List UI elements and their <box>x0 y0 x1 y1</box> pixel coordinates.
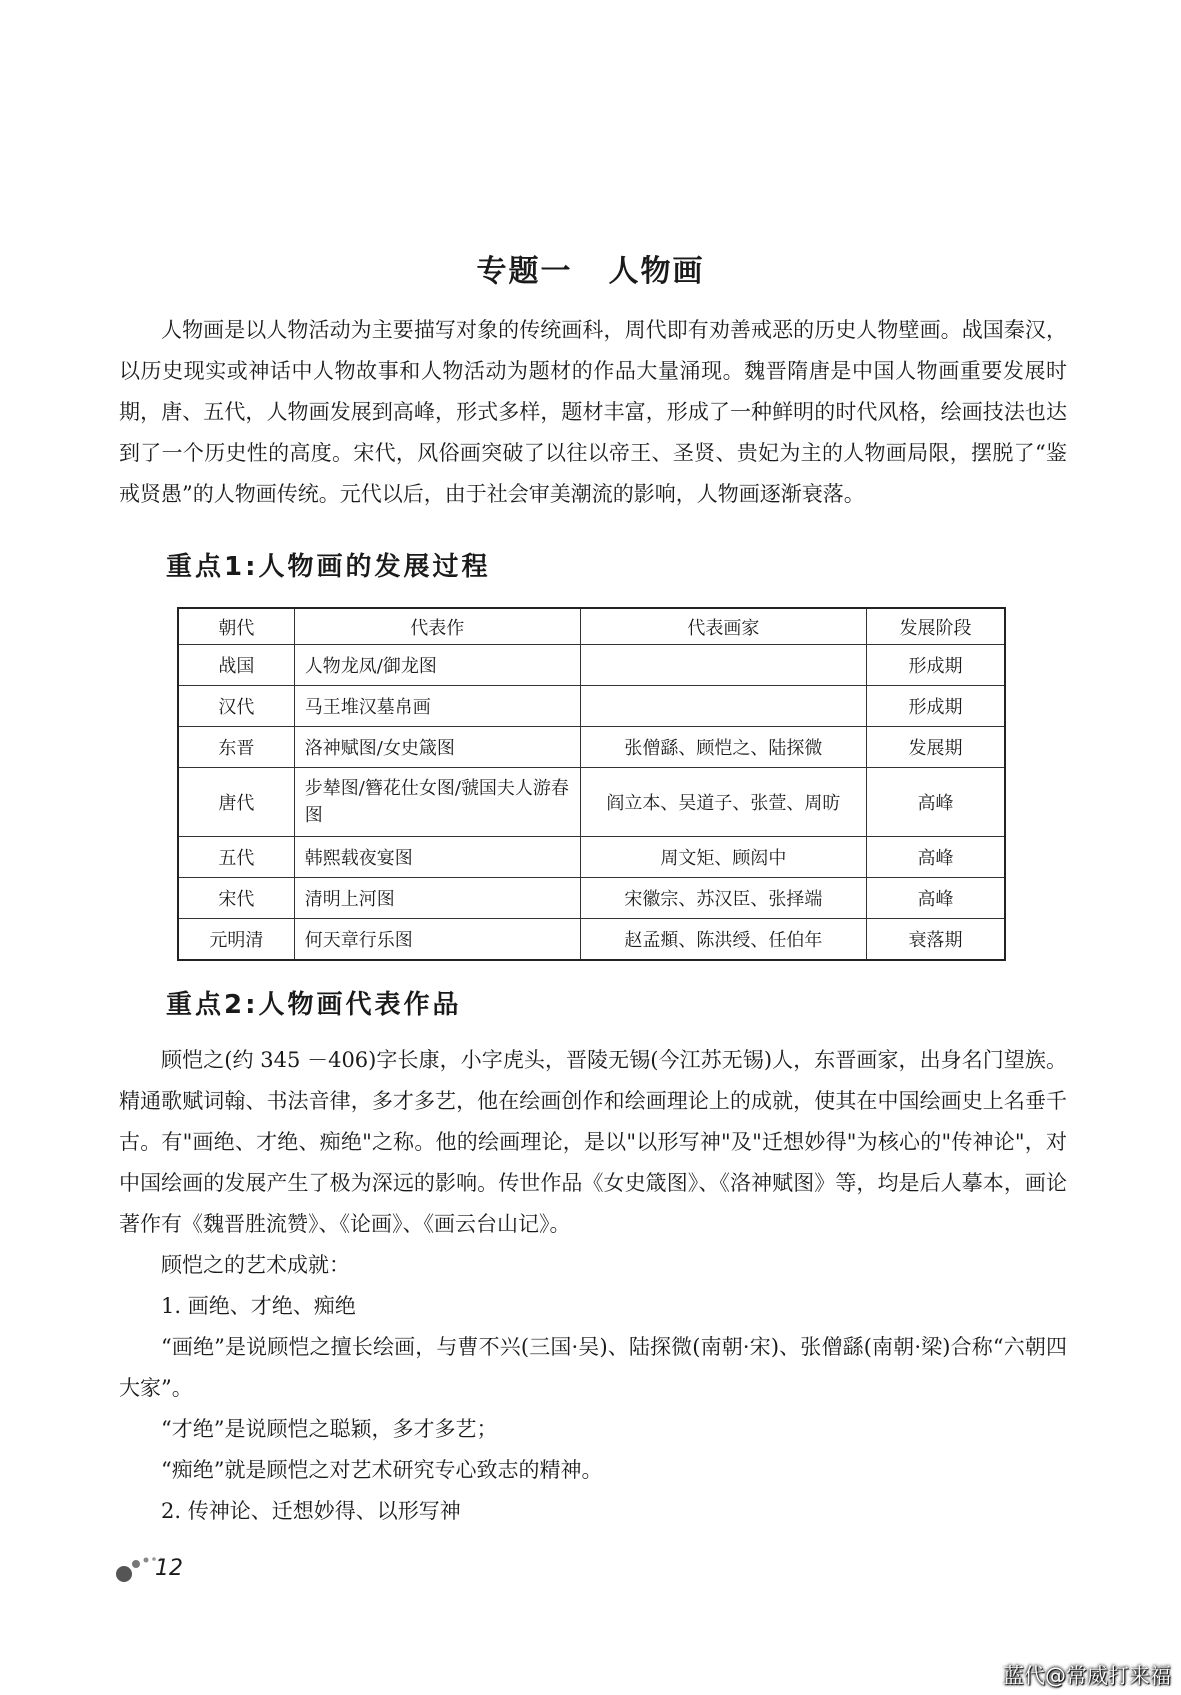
cell-painters: 周文矩、顾闳中 <box>580 837 866 878</box>
cell-work: 韩熙载夜宴图 <box>294 837 580 878</box>
cell-stage: 衰落期 <box>867 919 1005 961</box>
header-work: 代表作 <box>294 608 580 645</box>
header-painters: 代表画家 <box>580 608 866 645</box>
title-part1: 专题一 <box>476 254 573 289</box>
cell-stage: 发展期 <box>867 727 1005 768</box>
page-title <box>0 246 1181 290</box>
intro-paragraph: 人物画是以人物活动为主要描写对象的传统画科，周代即有劝善戒恶的历史人物壁画。战国秦汉，以历史现实或神话中人物故事和人物活动为题材的作品大量涌现。魏晋隋唐是中国人物画重要发展时期，唐、五代，人物画发展到高峰，形式多样，题材丰富，形成了一种鲜明的时代风格，绘画技法也达到了一个历史性的高度。宋代，风俗画突破了以往以帝王、圣贤、贵妃为主的人物画局限，摆脱了“鉴戒贤愚”的人物画传统。元代以后，由于社会审美潮流的影响，人物画逐渐衰落。 <box>119 318 1067 506</box>
cell-painters: 阎立本、吴道子、张萱、周昉 <box>580 768 866 837</box>
table-row <box>178 919 1005 961</box>
title-part2: 人物画 <box>608 254 705 289</box>
cell-dynasty: 东晋 <box>178 727 294 768</box>
cell-work: 清明上河图 <box>294 878 580 919</box>
cell-painters <box>580 686 866 727</box>
table-row <box>178 727 1005 768</box>
cell-painters: 赵孟頫、陈洪绶、任伯年 <box>580 919 866 961</box>
cell-work: 何天章行乐图 <box>294 919 580 961</box>
table-row <box>178 768 1005 837</box>
gu-kaizhi-bio-paragraph: 顾恺之(约 345 －406)字长康，小字虎头，晋陵无锡(今江苏无锡)人，东晋画家，出身名门望族。精通歌赋词翰、书法音律，多才多艺，他在绘画创作和绘画理论上的成就，使其在中国绘画史上名垂千古。有"画绝、才绝、痴绝"之称。他的绘画理论，是以"以形写神"及"迁想妙得"为核心的"传神论"，对中国绘画的发展产生了极为深远的影响。传世作品《女史箴图》、《洛神赋图》等，均是后人摹本，画论著作有《魏晋胜流赞》、《论画》、《画云台山记》。 <box>119 1048 1067 1236</box>
cell-dynasty: 宋代 <box>178 878 294 919</box>
chi-jue-paragraph: “痴绝”就是顾恺之对艺术研究专心致志的精神。 <box>161 1458 603 1482</box>
section2-body <box>119 1040 1067 1532</box>
achievements-label: 顾恺之的艺术成就： <box>161 1253 350 1277</box>
table-header-row <box>178 608 1005 645</box>
cai-jue-paragraph: “才绝”是说顾恺之聪颖，多才多艺； <box>161 1417 498 1441</box>
section1-heading: 重点1:人物画的发展过程 <box>166 552 491 582</box>
cell-dynasty: 汉代 <box>178 686 294 727</box>
cell-dynasty: 战国 <box>178 645 294 686</box>
watermark: 蓝代@常威打来福 <box>1003 1664 1171 1688</box>
cell-work: 人物龙凤/御龙图 <box>294 645 580 686</box>
hua-jue-paragraph: “画绝”是说顾恺之擅长绘画，与曹不兴(三国·吴)、陆探微(南朝·宋)、张僧繇(南朝·梁)合称“六朝四大家”。 <box>119 1335 1067 1400</box>
cell-painters: 宋徽宗、苏汉臣、张择端 <box>580 878 866 919</box>
page-number: 12 <box>155 1556 183 1581</box>
header-stage: 发展阶段 <box>867 608 1005 645</box>
cell-stage: 高峰 <box>867 837 1005 878</box>
cell-dynasty: 元明清 <box>178 919 294 961</box>
development-table <box>177 607 1006 961</box>
cell-stage: 高峰 <box>867 768 1005 837</box>
table-row <box>178 645 1005 686</box>
header-dynasty: 朝代 <box>178 608 294 645</box>
table-row <box>178 878 1005 919</box>
table-row <box>178 837 1005 878</box>
cell-work: 步辇图/簪花仕女图/虢国夫人游春图 <box>294 768 580 837</box>
cell-painters <box>580 645 866 686</box>
section2-heading: 重点2:人物画代表作品 <box>166 990 462 1020</box>
cell-work: 马王堆汉墓帛画 <box>294 686 580 727</box>
table-row <box>178 686 1005 727</box>
cell-dynasty: 唐代 <box>178 768 294 837</box>
cell-stage: 高峰 <box>867 878 1005 919</box>
cell-painters: 张僧繇、顾恺之、陆探微 <box>580 727 866 768</box>
list-item-1: 1. 画绝、才绝、痴绝 <box>161 1294 356 1318</box>
cell-stage: 形成期 <box>867 645 1005 686</box>
list-item-2: 2. 传神论、迁想妙得、以形写神 <box>161 1499 461 1523</box>
cell-stage: 形成期 <box>867 686 1005 727</box>
cell-work: 洛神赋图/女史箴图 <box>294 727 580 768</box>
cell-dynasty: 五代 <box>178 837 294 878</box>
